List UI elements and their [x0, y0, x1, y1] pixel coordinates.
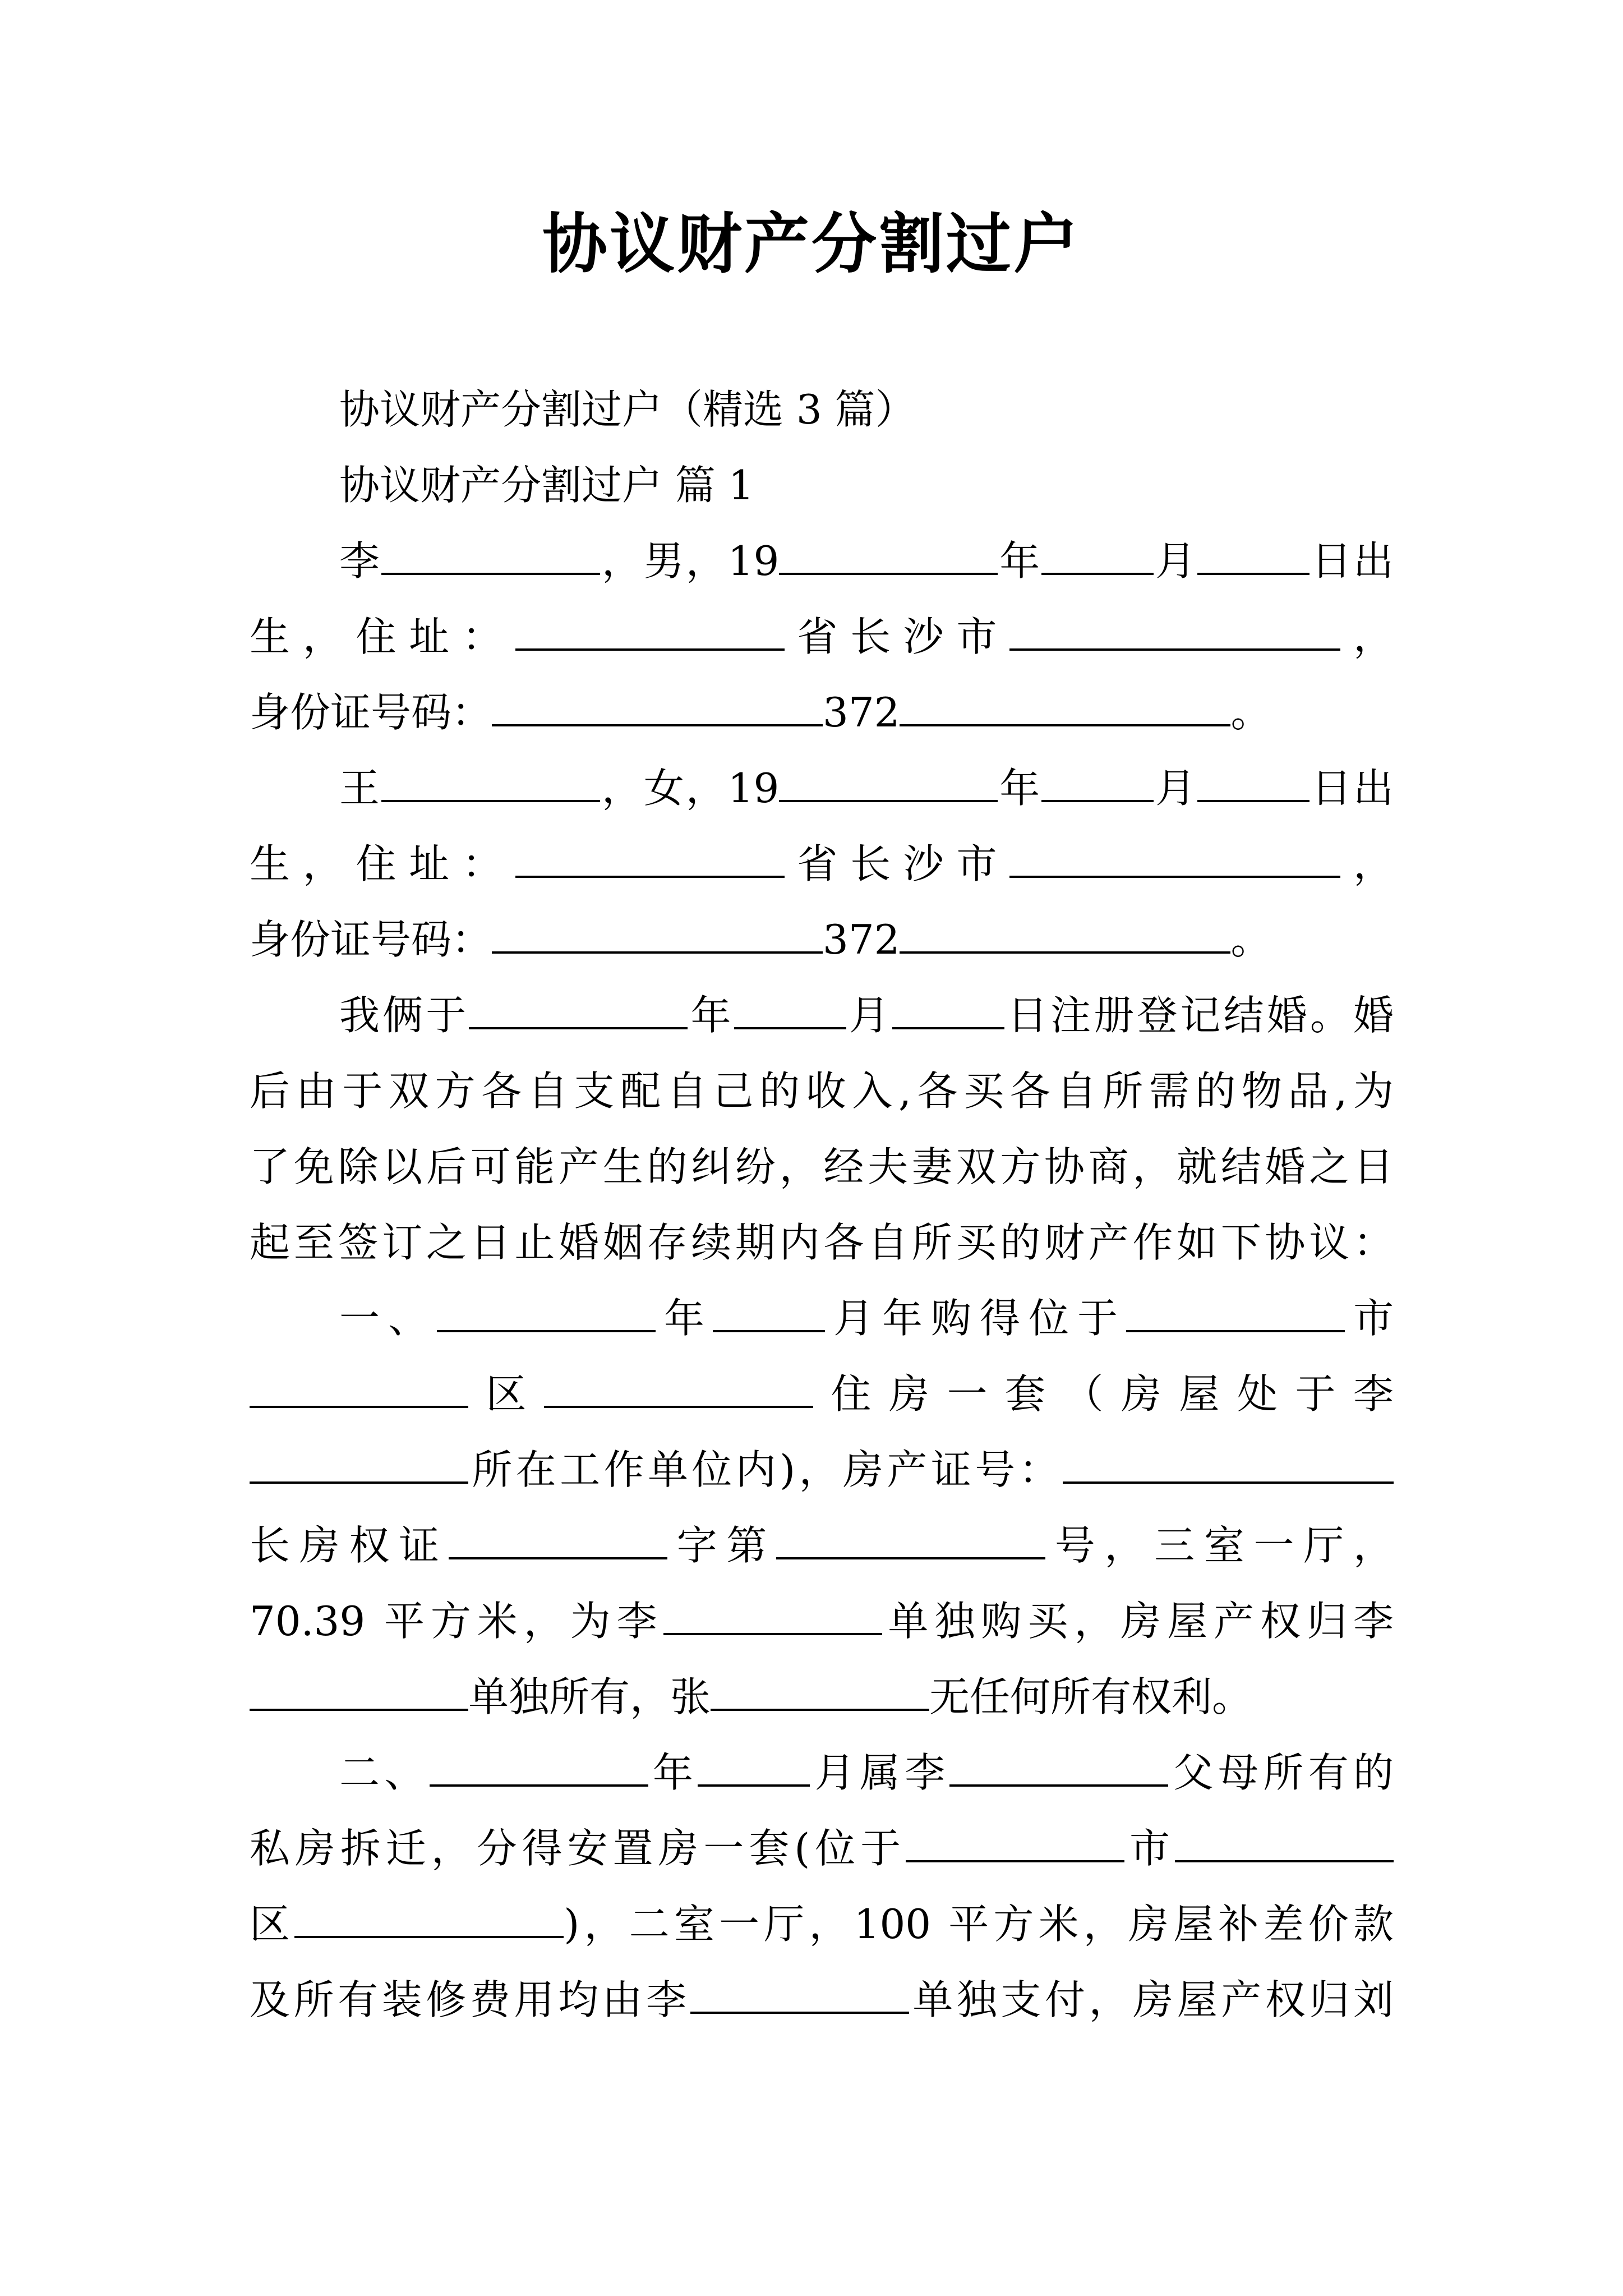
text-segment: 月 — [846, 992, 892, 1039]
text-segment: 所在工作单位内)，房产证号： — [468, 1446, 1063, 1493]
document-title: 协议财产分割过户 — [542, 206, 1081, 282]
text-segment: ，男，19 — [600, 537, 780, 585]
text-segment: 住房一套（房屋处于李 — [813, 1370, 1394, 1418]
text-segment: 区 — [468, 1370, 544, 1418]
blank-field — [734, 993, 846, 1029]
text-segment: 省长沙市 — [784, 840, 1010, 887]
blank-field — [690, 1977, 909, 2014]
text-segment: 私房拆迁，分得安置房一套(位于 — [250, 1825, 906, 1872]
blank-field — [892, 993, 1004, 1029]
text-segment: 李 — [339, 537, 381, 585]
text-segment: 日出 — [1310, 765, 1394, 812]
blank-field — [449, 1523, 667, 1559]
text-segment: 70.39 平方米，为李 — [250, 1598, 663, 1645]
blank-field — [492, 690, 823, 726]
blank-field — [381, 539, 600, 575]
blank-field — [663, 1599, 882, 1635]
blank-field — [544, 1372, 813, 1408]
blank-field — [1009, 841, 1340, 878]
clause2-line-3 — [250, 1893, 1394, 1955]
text-segment: 月 — [1154, 537, 1198, 585]
blank-field — [1041, 539, 1154, 575]
blank-field — [1175, 1826, 1394, 1862]
blank-field — [900, 690, 1230, 726]
party-wang-line-1 — [339, 757, 1394, 819]
blank-field — [515, 614, 785, 651]
blank-field — [469, 993, 688, 1029]
text-segment: 年 — [998, 537, 1042, 585]
blank-field — [779, 539, 998, 575]
blank-field — [1197, 766, 1310, 802]
text-segment: 一、 — [339, 1295, 437, 1342]
text-segment: 年 — [648, 1749, 698, 1796]
blank-field — [779, 766, 998, 802]
clause2-line-1 — [339, 1742, 1394, 1803]
text-segment: ， — [1340, 613, 1394, 660]
text-segment: 单独所有，张 — [468, 1673, 711, 1720]
text-segment: 省长沙市 — [784, 613, 1010, 660]
text-segment: 号，三室一厅， — [1045, 1522, 1394, 1569]
text-segment: )，二室一厅，100 平方米，房屋补差价款 — [564, 1901, 1394, 1948]
clause1-line-1 — [339, 1287, 1394, 1349]
marriage-line-1 — [339, 984, 1394, 1046]
text-segment: 年 — [688, 992, 734, 1039]
text-segment: 父母所有的 — [1168, 1749, 1394, 1796]
blank-field — [711, 1674, 929, 1711]
blank-field — [1041, 766, 1154, 802]
blank-field — [381, 766, 600, 802]
text-segment: 我俩于 — [339, 992, 469, 1039]
marriage-line-2: 后由于双方各自支配自己的收入,各买各自所需的物品,为 — [250, 1068, 1394, 1115]
text-segment: 单独支付，房屋产权归刘 — [909, 1976, 1394, 2023]
text-segment: 及所有装修费用均由李 — [250, 1976, 690, 2023]
blank-field — [1063, 1447, 1394, 1484]
text-segment: 身份证号码： — [250, 916, 492, 963]
document-subtitle: 协议财产分割过户（精选 3 篇） — [339, 386, 916, 433]
party-li-line-3 — [250, 682, 1394, 743]
clause1-line-2 — [250, 1363, 1394, 1425]
text-segment: 372 — [823, 916, 900, 963]
clause2-line-2 — [250, 1818, 1394, 1879]
clause1-line-6 — [250, 1666, 1394, 1728]
party-li-line-2 — [250, 606, 1394, 668]
party-wang-line-2 — [250, 833, 1394, 895]
blank-field — [713, 1296, 825, 1332]
clause2-line-4 — [250, 1969, 1394, 2031]
blank-field — [437, 1296, 656, 1332]
marriage-line-4: 起至签订之日止婚姻存续期内各自所买的财产作如下协议： — [250, 1219, 1394, 1266]
clause1-line-4 — [250, 1515, 1394, 1576]
party-wang-line-3 — [250, 909, 1394, 970]
text-segment: 单独购买，房屋产权归李 — [882, 1598, 1394, 1645]
text-segment: 身份证号码： — [250, 689, 492, 736]
text-segment: 二、 — [339, 1749, 430, 1796]
clause1-line-3 — [250, 1439, 1394, 1501]
text-segment: 月属李 — [810, 1749, 950, 1796]
text-segment: 372 — [823, 689, 900, 736]
text-segment: 。 — [1230, 689, 1271, 736]
marriage-line-3: 了免除以后可能产生的纠纷，经夫妻双方协商，就结婚之日 — [250, 1143, 1394, 1190]
text-segment: 日注册登记结婚。婚 — [1004, 992, 1394, 1039]
blank-field — [698, 1750, 810, 1787]
party-li-line-1 — [339, 530, 1394, 592]
clause1-line-5 — [250, 1590, 1394, 1652]
blank-field — [515, 841, 785, 878]
section-heading: 协议财产分割过户 篇 1 — [339, 462, 754, 509]
blank-field — [250, 1372, 468, 1408]
blank-field — [492, 917, 823, 954]
text-segment: 生，住址： — [250, 840, 515, 887]
blank-field — [1009, 614, 1340, 651]
blank-field — [430, 1750, 648, 1787]
text-segment: 王 — [339, 765, 381, 812]
text-segment: 生，住址： — [250, 613, 515, 660]
blank-field — [250, 1447, 468, 1484]
text-segment: ， — [1340, 840, 1394, 887]
blank-field — [294, 1902, 564, 1938]
text-segment: 月年购得位于 — [825, 1295, 1126, 1342]
text-segment: 年 — [656, 1295, 713, 1342]
blank-field — [250, 1674, 468, 1711]
blank-field — [906, 1826, 1124, 1862]
text-segment: 市 — [1124, 1825, 1175, 1872]
text-segment: 长房权证 — [250, 1522, 449, 1569]
blank-field — [1126, 1296, 1345, 1332]
text-segment: 字第 — [667, 1522, 776, 1569]
blank-field — [949, 1750, 1168, 1787]
text-segment: 市 — [1344, 1295, 1394, 1342]
text-segment: ，女，19 — [600, 765, 780, 812]
text-segment: 无任何所有权利。 — [929, 1673, 1253, 1720]
blank-field — [1197, 539, 1310, 575]
text-segment: 月 — [1154, 765, 1198, 812]
blank-field — [900, 917, 1230, 954]
text-segment: 区 — [250, 1901, 295, 1948]
text-segment: 年 — [998, 765, 1042, 812]
text-segment: 。 — [1230, 916, 1271, 963]
text-segment: 日出 — [1310, 537, 1394, 585]
blank-field — [776, 1523, 1045, 1559]
